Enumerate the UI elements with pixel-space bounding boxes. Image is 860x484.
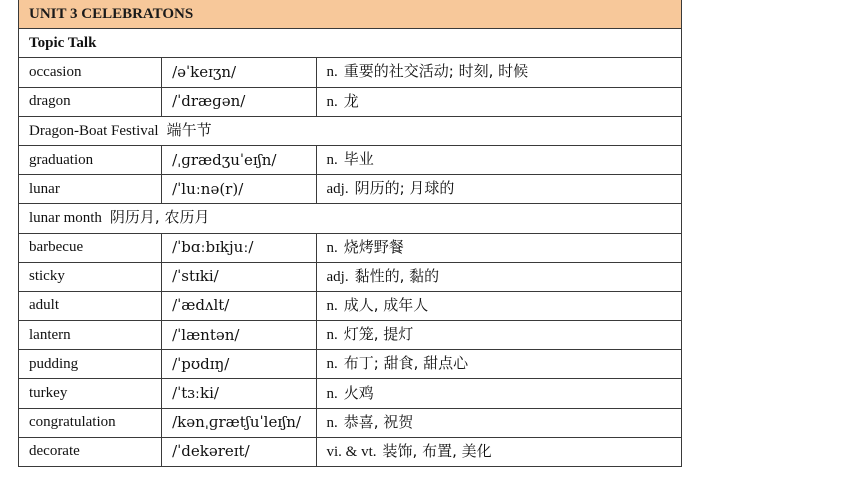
part-of-speech: n. bbox=[326, 93, 338, 110]
meaning-cell bbox=[316, 408, 681, 437]
unit-header-row bbox=[19, 0, 682, 29]
topic-title: Topic Talk bbox=[19, 29, 682, 58]
word-row bbox=[19, 321, 682, 350]
meaning-cell bbox=[316, 233, 681, 262]
meaning-cell bbox=[316, 145, 681, 174]
phonetic-cell: /ˈædʌlt/ bbox=[162, 291, 316, 320]
unit-title: UNIT 3 CELEBRATONS bbox=[19, 0, 682, 29]
phrase-text: Dragon-Boat Festival bbox=[29, 122, 159, 139]
meaning-text: 成人, 成年人 bbox=[343, 295, 429, 314]
meaning-cell bbox=[316, 291, 681, 320]
part-of-speech: n. bbox=[326, 385, 338, 402]
topic-header-row bbox=[19, 29, 682, 58]
phonetic-cell: /ˈbɑːbɪkjuː/ bbox=[162, 233, 316, 262]
phonetic-cell: /ˈtɜːki/ bbox=[162, 379, 316, 408]
word-row bbox=[19, 379, 682, 408]
meaning-text: 重要的社交活动; 时刻, 时候 bbox=[343, 62, 529, 81]
phrase-text: lunar month bbox=[29, 210, 102, 227]
word-cell: pudding bbox=[19, 350, 162, 379]
meaning-cell bbox=[316, 437, 681, 466]
word-row bbox=[19, 87, 682, 116]
vocabulary-table bbox=[18, 0, 682, 467]
meaning-text: 灯笼, 提灯 bbox=[343, 325, 414, 344]
phrase-row bbox=[19, 116, 682, 145]
part-of-speech: n. bbox=[326, 64, 338, 81]
meaning-text: 阴历的; 月球的 bbox=[354, 179, 455, 198]
part-of-speech: n. bbox=[326, 152, 338, 169]
word-row bbox=[19, 58, 682, 87]
part-of-speech: n. bbox=[326, 356, 338, 373]
word-row bbox=[19, 175, 682, 204]
phonetic-cell: /ˈluːnə(r)/ bbox=[162, 175, 316, 204]
word-cell: congratulation bbox=[19, 408, 162, 437]
word-row bbox=[19, 408, 682, 437]
phonetic-cell: /kənˌɡrætʃuˈleɪʃn/ bbox=[162, 408, 316, 437]
vocabulary-table-body bbox=[19, 0, 682, 467]
part-of-speech: n. bbox=[326, 327, 338, 344]
part-of-speech: n. bbox=[326, 414, 338, 431]
meaning-text: 火鸡 bbox=[343, 383, 374, 402]
word-cell: dragon bbox=[19, 87, 162, 116]
phonetic-cell: /ˈstɪki/ bbox=[162, 262, 316, 291]
phrase-row bbox=[19, 204, 682, 233]
phrase-cell bbox=[19, 204, 682, 233]
part-of-speech: adj. bbox=[326, 268, 349, 285]
meaning-text: 龙 bbox=[343, 91, 359, 110]
word-cell: turkey bbox=[19, 379, 162, 408]
phonetic-cell: /ˈlæntən/ bbox=[162, 321, 316, 350]
word-cell: barbecue bbox=[19, 233, 162, 262]
word-cell: sticky bbox=[19, 262, 162, 291]
meaning-cell bbox=[316, 58, 681, 87]
meaning-text: 装饰, 布置, 美化 bbox=[382, 441, 492, 460]
meaning-cell bbox=[316, 321, 681, 350]
meaning-text: 烧烤野餐 bbox=[343, 237, 404, 256]
phonetic-cell: /ˈpʊdɪŋ/ bbox=[162, 350, 316, 379]
phonetic-cell: /ˈdræɡən/ bbox=[162, 87, 316, 116]
part-of-speech: vi. & vt. bbox=[326, 443, 377, 460]
phonetic-cell: /ˈdekəreɪt/ bbox=[162, 437, 316, 466]
meaning-cell bbox=[316, 175, 681, 204]
word-row bbox=[19, 233, 682, 262]
word-cell: lantern bbox=[19, 321, 162, 350]
word-row bbox=[19, 291, 682, 320]
meaning-text: 黏性的, 黏的 bbox=[354, 266, 440, 285]
meaning-cell bbox=[316, 262, 681, 291]
word-row bbox=[19, 145, 682, 174]
part-of-speech: adj. bbox=[326, 181, 349, 198]
phrase-translation: 阴历月, 农历月 bbox=[109, 208, 210, 227]
word-cell: lunar bbox=[19, 175, 162, 204]
word-row bbox=[19, 437, 682, 466]
word-row bbox=[19, 262, 682, 291]
word-cell: graduation bbox=[19, 145, 162, 174]
phonetic-cell: /ˌɡrædʒuˈeɪʃn/ bbox=[162, 145, 316, 174]
meaning-text: 布丁; 甜食, 甜点心 bbox=[343, 354, 469, 373]
word-cell: adult bbox=[19, 291, 162, 320]
phrase-translation: 端午节 bbox=[166, 120, 212, 139]
word-row bbox=[19, 350, 682, 379]
meaning-cell bbox=[316, 379, 681, 408]
part-of-speech: n. bbox=[326, 239, 338, 256]
phrase-cell bbox=[19, 116, 682, 145]
meaning-cell bbox=[316, 350, 681, 379]
word-cell: occasion bbox=[19, 58, 162, 87]
meaning-cell bbox=[316, 87, 681, 116]
phonetic-cell: /əˈkeɪʒn/ bbox=[162, 58, 316, 87]
meaning-text: 恭喜, 祝贺 bbox=[343, 412, 414, 431]
word-cell: decorate bbox=[19, 437, 162, 466]
part-of-speech: n. bbox=[326, 297, 338, 314]
meaning-text: 毕业 bbox=[343, 150, 374, 169]
